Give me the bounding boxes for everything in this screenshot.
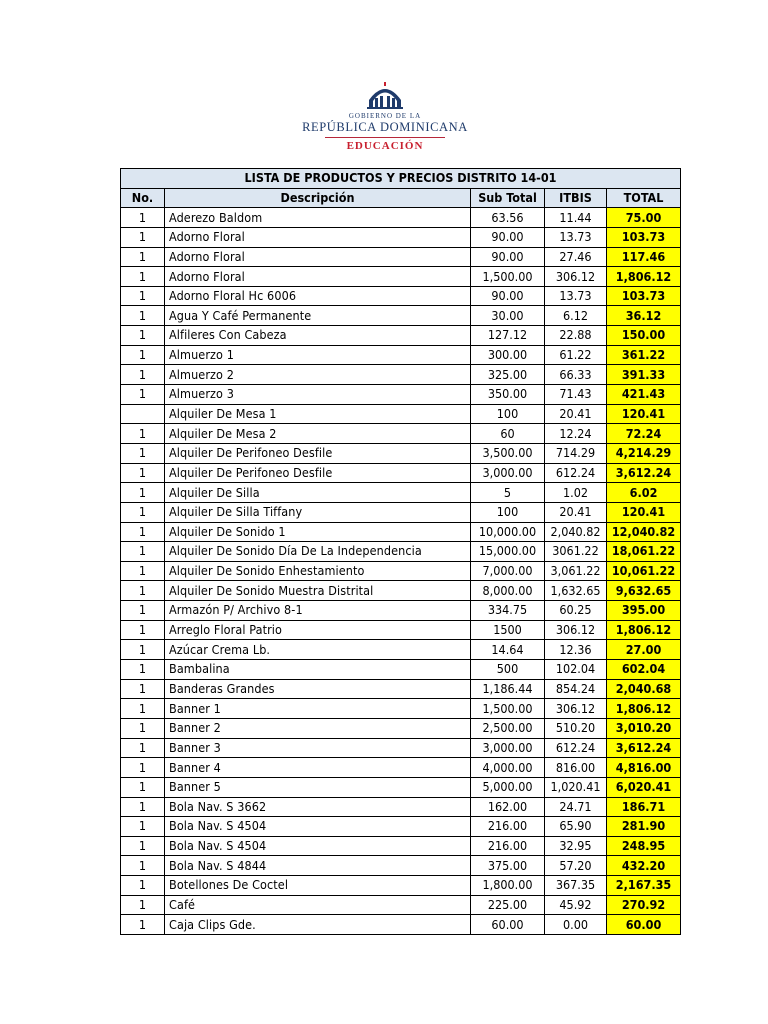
itbis-cell: 306.12 <box>545 620 607 640</box>
table-row <box>121 620 681 640</box>
sub-total-cell: 334.75 <box>471 601 545 621</box>
itbis-cell: 66.33 <box>545 365 607 385</box>
description-cell: Adorno Floral <box>165 227 471 247</box>
table-row <box>121 345 681 365</box>
row-number-cell: 1 <box>121 345 165 365</box>
table-row <box>121 463 681 483</box>
row-number-cell: 1 <box>121 424 165 444</box>
description-cell: Alquiler De Sonido Día De La Independencia <box>165 542 471 562</box>
description-cell: Armazón P/ Archivo 8-1 <box>165 601 471 621</box>
sub-total-cell: 4,000.00 <box>471 758 545 778</box>
total-cell: 103.73 <box>607 227 681 247</box>
table-row <box>121 483 681 503</box>
description-cell: Adorno Floral <box>165 247 471 267</box>
total-cell: 12,040.82 <box>607 522 681 542</box>
description-cell: Alquiler De Mesa 1 <box>165 404 471 424</box>
row-number-cell: 1 <box>121 718 165 738</box>
table-row <box>121 601 681 621</box>
table-row <box>121 306 681 326</box>
table-header-row <box>121 188 681 208</box>
table-row <box>121 247 681 267</box>
total-cell: 103.73 <box>607 286 681 306</box>
header-total: TOTAL <box>607 188 681 208</box>
itbis-cell: 2,040.82 <box>545 522 607 542</box>
itbis-cell: 612.24 <box>545 738 607 758</box>
table-row <box>121 424 681 444</box>
table-row <box>121 660 681 680</box>
row-number-cell: 1 <box>121 817 165 837</box>
total-cell: 18,061.22 <box>607 542 681 562</box>
total-cell: 361.22 <box>607 345 681 365</box>
sub-total-cell: 3,500.00 <box>471 443 545 463</box>
table-row <box>121 227 681 247</box>
total-cell: 60.00 <box>607 915 681 935</box>
table-body <box>121 208 681 935</box>
itbis-cell: 60.25 <box>545 601 607 621</box>
row-number-cell: 1 <box>121 581 165 601</box>
sub-total-cell: 63.56 <box>471 208 545 228</box>
government-seal-icon <box>363 80 407 110</box>
itbis-cell: 32.95 <box>545 836 607 856</box>
total-cell: 3,010.20 <box>607 718 681 738</box>
table-row <box>121 777 681 797</box>
table-row <box>121 817 681 837</box>
row-number-cell: 1 <box>121 738 165 758</box>
itbis-cell: 20.41 <box>545 404 607 424</box>
description-cell: Banner 4 <box>165 758 471 778</box>
itbis-cell: 510.20 <box>545 718 607 738</box>
row-number-cell: 1 <box>121 601 165 621</box>
description-cell: Banner 3 <box>165 738 471 758</box>
total-cell: 72.24 <box>607 424 681 444</box>
table-row <box>121 443 681 463</box>
itbis-cell: 612.24 <box>545 463 607 483</box>
sub-total-cell: 216.00 <box>471 817 545 837</box>
table-row <box>121 326 681 346</box>
itbis-cell: 24.71 <box>545 797 607 817</box>
total-cell: 150.00 <box>607 326 681 346</box>
sub-total-cell: 325.00 <box>471 365 545 385</box>
row-number-cell: 1 <box>121 443 165 463</box>
products-table <box>120 168 681 935</box>
row-number-cell: 1 <box>121 856 165 876</box>
sub-total-cell: 5,000.00 <box>471 777 545 797</box>
description-cell: Adorno Floral Hc 6006 <box>165 286 471 306</box>
total-cell: 2,040.68 <box>607 679 681 699</box>
row-number-cell: 1 <box>121 365 165 385</box>
description-cell: Alquiler De Silla <box>165 483 471 503</box>
table-row <box>121 876 681 896</box>
header-itbis: ITBIS <box>545 188 607 208</box>
itbis-cell: 13.73 <box>545 227 607 247</box>
description-cell: Café <box>165 895 471 915</box>
itbis-cell: 1,020.41 <box>545 777 607 797</box>
itbis-cell: 22.88 <box>545 326 607 346</box>
total-cell: 395.00 <box>607 601 681 621</box>
total-cell: 120.41 <box>607 502 681 522</box>
sub-total-cell: 1,186.44 <box>471 679 545 699</box>
table-title: LISTA DE PRODUCTOS Y PRECIOS DISTRITO 14-01 <box>121 169 681 189</box>
description-cell: Aderezo Baldom <box>165 208 471 228</box>
row-number-cell: 1 <box>121 306 165 326</box>
itbis-cell: 0.00 <box>545 915 607 935</box>
description-cell: Almuerzo 2 <box>165 365 471 385</box>
table-row <box>121 522 681 542</box>
total-cell: 9,632.65 <box>607 581 681 601</box>
sub-total-cell: 216.00 <box>471 836 545 856</box>
table-row <box>121 385 681 405</box>
total-cell: 1,806.12 <box>607 699 681 719</box>
description-cell: Alquiler De Perifoneo Desfile <box>165 463 471 483</box>
table-row <box>121 895 681 915</box>
row-number-cell: 1 <box>121 483 165 503</box>
row-number-cell: 1 <box>121 208 165 228</box>
itbis-cell: 854.24 <box>545 679 607 699</box>
row-number-cell: 1 <box>121 286 165 306</box>
sub-total-cell: 127.12 <box>471 326 545 346</box>
table-row <box>121 758 681 778</box>
sub-total-cell: 162.00 <box>471 797 545 817</box>
itbis-cell: 306.12 <box>545 699 607 719</box>
sub-total-cell: 350.00 <box>471 385 545 405</box>
description-cell: Banderas Grandes <box>165 679 471 699</box>
table-row <box>121 915 681 935</box>
table-row <box>121 365 681 385</box>
description-cell: Almuerzo 3 <box>165 385 471 405</box>
row-number-cell: 1 <box>121 699 165 719</box>
itbis-cell: 71.43 <box>545 385 607 405</box>
table-row <box>121 581 681 601</box>
description-cell: Alquiler De Sonido Enhestamiento <box>165 561 471 581</box>
sub-total-cell: 1500 <box>471 620 545 640</box>
itbis-cell: 11.44 <box>545 208 607 228</box>
table-row <box>121 286 681 306</box>
description-cell: Bola Nav. S 4844 <box>165 856 471 876</box>
header-no: No. <box>121 188 165 208</box>
table-row <box>121 856 681 876</box>
logo-divider <box>325 137 445 138</box>
table-row <box>121 542 681 562</box>
description-cell: Alquiler De Perifoneo Desfile <box>165 443 471 463</box>
total-cell: 2,167.35 <box>607 876 681 896</box>
total-cell: 1,806.12 <box>607 620 681 640</box>
row-number-cell: 1 <box>121 679 165 699</box>
itbis-cell: 306.12 <box>545 267 607 287</box>
total-cell: 4,214.29 <box>607 443 681 463</box>
sub-total-cell: 375.00 <box>471 856 545 876</box>
table-row <box>121 502 681 522</box>
total-cell: 36.12 <box>607 306 681 326</box>
itbis-cell: 1,632.65 <box>545 581 607 601</box>
total-cell: 281.90 <box>607 817 681 837</box>
description-cell: Bola Nav. S 4504 <box>165 817 471 837</box>
itbis-cell: 57.20 <box>545 856 607 876</box>
sub-total-cell: 3,000.00 <box>471 738 545 758</box>
table-row <box>121 679 681 699</box>
itbis-cell: 12.24 <box>545 424 607 444</box>
description-cell: Bola Nav. S 4504 <box>165 836 471 856</box>
total-cell: 120.41 <box>607 404 681 424</box>
row-number-cell: 1 <box>121 267 165 287</box>
total-cell: 4,816.00 <box>607 758 681 778</box>
description-cell: Agua Y Café Permanente <box>165 306 471 326</box>
total-cell: 75.00 <box>607 208 681 228</box>
table-row <box>121 738 681 758</box>
total-cell: 270.92 <box>607 895 681 915</box>
table-row <box>121 267 681 287</box>
description-cell: Arreglo Floral Patrio <box>165 620 471 640</box>
total-cell: 602.04 <box>607 660 681 680</box>
table-title-row <box>121 169 681 189</box>
row-number-cell: 1 <box>121 463 165 483</box>
description-cell: Alquiler De Sonido Muestra Distrital <box>165 581 471 601</box>
total-cell: 3,612.24 <box>607 738 681 758</box>
itbis-cell: 12.36 <box>545 640 607 660</box>
sub-total-cell: 1,800.00 <box>471 876 545 896</box>
total-cell: 391.33 <box>607 365 681 385</box>
sub-total-cell: 5 <box>471 483 545 503</box>
description-cell: Bambalina <box>165 660 471 680</box>
itbis-cell: 6.12 <box>545 306 607 326</box>
table-row <box>121 836 681 856</box>
sub-total-cell: 15,000.00 <box>471 542 545 562</box>
total-cell: 10,061.22 <box>607 561 681 581</box>
sub-total-cell: 300.00 <box>471 345 545 365</box>
sub-total-cell: 60 <box>471 424 545 444</box>
description-cell: Banner 2 <box>165 718 471 738</box>
row-number-cell: 1 <box>121 227 165 247</box>
sub-total-cell: 10,000.00 <box>471 522 545 542</box>
row-number-cell: 1 <box>121 247 165 267</box>
sub-total-cell: 90.00 <box>471 227 545 247</box>
itbis-cell: 45.92 <box>545 895 607 915</box>
itbis-cell: 102.04 <box>545 660 607 680</box>
itbis-cell: 20.41 <box>545 502 607 522</box>
row-number-cell: 1 <box>121 326 165 346</box>
row-number-cell: 1 <box>121 640 165 660</box>
description-cell: Bola Nav. S 3662 <box>165 797 471 817</box>
total-cell: 3,612.24 <box>607 463 681 483</box>
row-number-cell: 1 <box>121 915 165 935</box>
itbis-cell: 1.02 <box>545 483 607 503</box>
row-number-cell: 1 <box>121 385 165 405</box>
sub-total-cell: 1,500.00 <box>471 267 545 287</box>
description-cell: Alfileres Con Cabeza <box>165 326 471 346</box>
itbis-cell: 65.90 <box>545 817 607 837</box>
total-cell: 1,806.12 <box>607 267 681 287</box>
row-number-cell: 1 <box>121 561 165 581</box>
logo-line-3: EDUCACIÓN <box>346 140 424 152</box>
row-number-cell: 1 <box>121 522 165 542</box>
sub-total-cell: 225.00 <box>471 895 545 915</box>
itbis-cell: 367.35 <box>545 876 607 896</box>
row-number-cell: 1 <box>121 620 165 640</box>
description-cell: Alquiler De Sonido 1 <box>165 522 471 542</box>
header-sub-total: Sub Total <box>471 188 545 208</box>
description-cell: Almuerzo 1 <box>165 345 471 365</box>
itbis-cell: 3,061.22 <box>545 561 607 581</box>
total-cell: 421.43 <box>607 385 681 405</box>
row-number-cell: 1 <box>121 777 165 797</box>
sub-total-cell: 100 <box>471 404 545 424</box>
table-row <box>121 718 681 738</box>
table-row <box>121 640 681 660</box>
row-number-cell: 1 <box>121 758 165 778</box>
sub-total-cell: 60.00 <box>471 915 545 935</box>
description-cell: Banner 5 <box>165 777 471 797</box>
total-cell: 117.46 <box>607 247 681 267</box>
description-cell: Banner 1 <box>165 699 471 719</box>
total-cell: 432.20 <box>607 856 681 876</box>
description-cell: Alquiler De Silla Tiffany <box>165 502 471 522</box>
description-cell: Alquiler De Mesa 2 <box>165 424 471 444</box>
sub-total-cell: 2,500.00 <box>471 718 545 738</box>
sub-total-cell: 1,500.00 <box>471 699 545 719</box>
sub-total-cell: 90.00 <box>471 286 545 306</box>
itbis-cell: 3061.22 <box>545 542 607 562</box>
description-cell: Azúcar Crema Lb. <box>165 640 471 660</box>
sub-total-cell: 500 <box>471 660 545 680</box>
logo <box>300 80 470 160</box>
row-number-cell: 1 <box>121 542 165 562</box>
itbis-cell: 13.73 <box>545 286 607 306</box>
table-row <box>121 561 681 581</box>
row-number-cell <box>121 404 165 424</box>
sub-total-cell: 7,000.00 <box>471 561 545 581</box>
row-number-cell: 1 <box>121 836 165 856</box>
sub-total-cell: 90.00 <box>471 247 545 267</box>
itbis-cell: 61.22 <box>545 345 607 365</box>
table-row <box>121 699 681 719</box>
itbis-cell: 27.46 <box>545 247 607 267</box>
table-row <box>121 404 681 424</box>
description-cell: Caja Clips Gde. <box>165 915 471 935</box>
sub-total-cell: 30.00 <box>471 306 545 326</box>
table-row <box>121 208 681 228</box>
total-cell: 186.71 <box>607 797 681 817</box>
total-cell: 6.02 <box>607 483 681 503</box>
logo-line-1: GOBIERNO DE LA <box>348 112 422 120</box>
description-cell: Botellones De Coctel <box>165 876 471 896</box>
logo-line-2: REPÚBLICA DOMINICANA <box>302 120 468 134</box>
table-row <box>121 797 681 817</box>
total-cell: 27.00 <box>607 640 681 660</box>
row-number-cell: 1 <box>121 660 165 680</box>
itbis-cell: 816.00 <box>545 758 607 778</box>
row-number-cell: 1 <box>121 876 165 896</box>
description-cell: Adorno Floral <box>165 267 471 287</box>
sub-total-cell: 100 <box>471 502 545 522</box>
itbis-cell: 714.29 <box>545 443 607 463</box>
row-number-cell: 1 <box>121 895 165 915</box>
total-cell: 248.95 <box>607 836 681 856</box>
sub-total-cell: 3,000.00 <box>471 463 545 483</box>
total-cell: 6,020.41 <box>607 777 681 797</box>
row-number-cell: 1 <box>121 502 165 522</box>
row-number-cell: 1 <box>121 797 165 817</box>
sub-total-cell: 14.64 <box>471 640 545 660</box>
header-descripcion: Descripción <box>165 188 471 208</box>
sub-total-cell: 8,000.00 <box>471 581 545 601</box>
